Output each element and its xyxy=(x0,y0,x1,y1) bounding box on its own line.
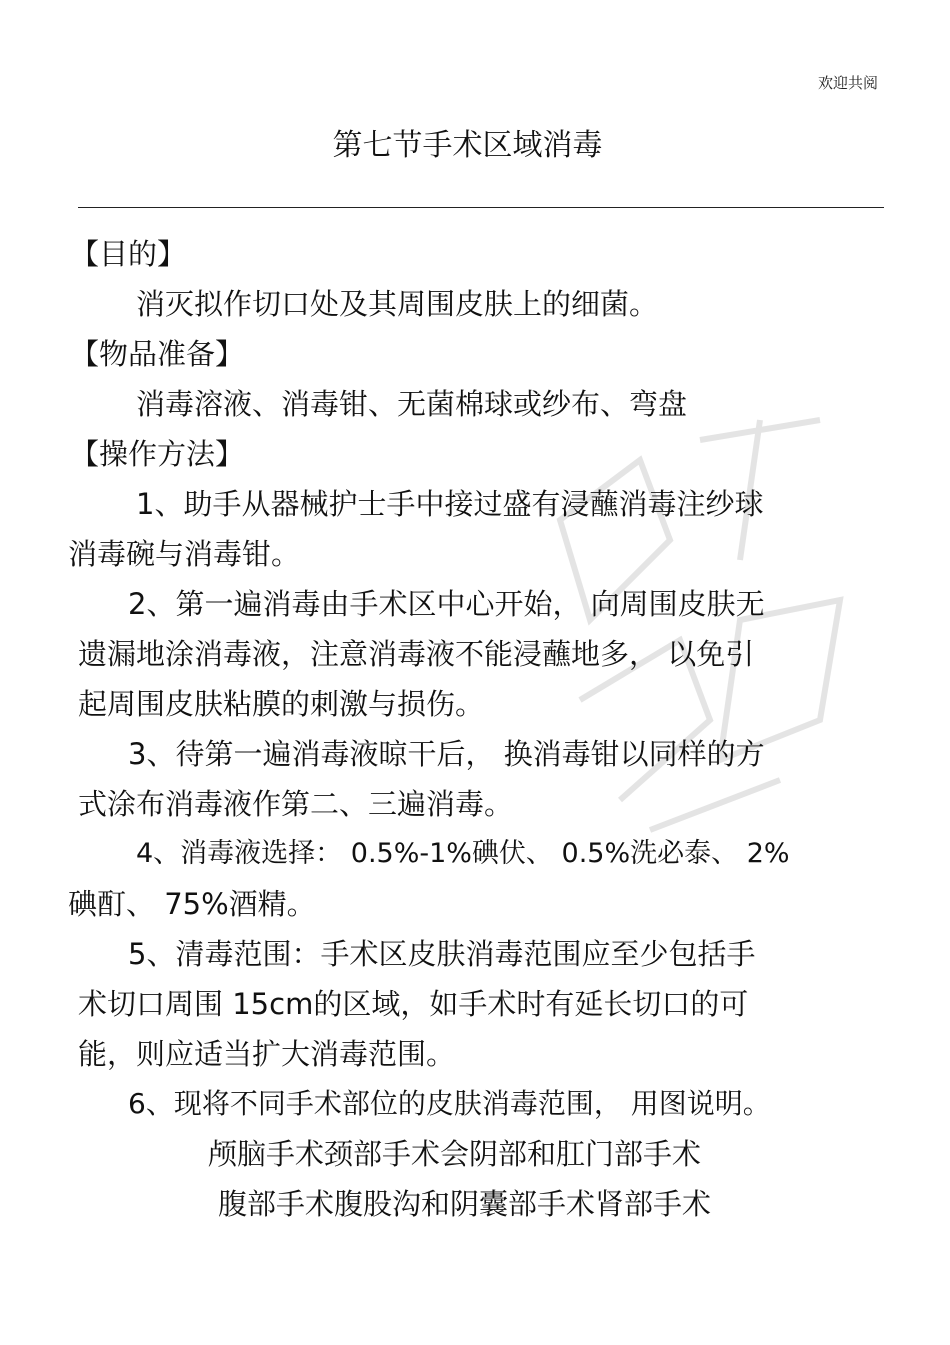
method-line: 式涂布消毒液作第二、三遍消毒。 xyxy=(78,787,514,821)
method-line: 碘酊、 75%酒精。 xyxy=(68,887,316,921)
method-line: 5、清毒范围：手术区皮肤消毒范围应至少包括手 xyxy=(128,937,756,971)
method-line: 起周围皮肤粘膜的刺激与损伤。 xyxy=(78,687,485,721)
method-heading: 【操作方法】 xyxy=(70,437,245,471)
header-divider xyxy=(78,207,884,208)
method-line: 能，则应适当扩大消毒范围。 xyxy=(78,1037,456,1071)
method-line: 3、待第一遍消毒液晾干后， 换消毒钳以同样的方 xyxy=(128,737,765,771)
method-line: 遗漏地涂消毒液，注意消毒液不能浸蘸地多， 以免引 xyxy=(78,637,755,671)
purpose-heading: 【目的】 xyxy=(70,237,187,271)
materials-text: 消毒溶液、消毒钳、无菌棉球或纱布、弯盘 xyxy=(136,387,688,421)
figure-caption: 腹部手术腹股沟和阴囊部手术肾部手术 xyxy=(218,1187,712,1221)
figure-caption: 颅脑手术颈部手术会阴部和肛门部手术 xyxy=(208,1137,702,1171)
materials-heading: 【物品准备】 xyxy=(70,337,245,371)
method-line: 术切口周围 15cm的区域，如手术时有延长切口的可 xyxy=(78,987,749,1021)
purpose-text: 消灭拟作切口处及其周围皮肤上的细菌。 xyxy=(136,287,659,321)
method-line: 2、第一遍消毒由手术区中心开始， 向周围皮肤无 xyxy=(128,587,765,621)
method-line: 1、助手从器械护士手中接过盛有浸蘸消毒注纱球 xyxy=(136,487,764,521)
page-title: 第七节手术区域消毒 xyxy=(332,128,603,163)
method-line: 4、消毒液选择： 0.5%-1%碘伏、 0.5%洗必泰、 2% xyxy=(136,838,790,869)
method-line: 6、现将不同手术部位的皮肤消毒范围， 用图说明。 xyxy=(128,1087,771,1120)
header-note: 欢迎共阅 xyxy=(817,74,878,92)
method-line: 消毒碗与消毒钳。 xyxy=(68,537,301,571)
